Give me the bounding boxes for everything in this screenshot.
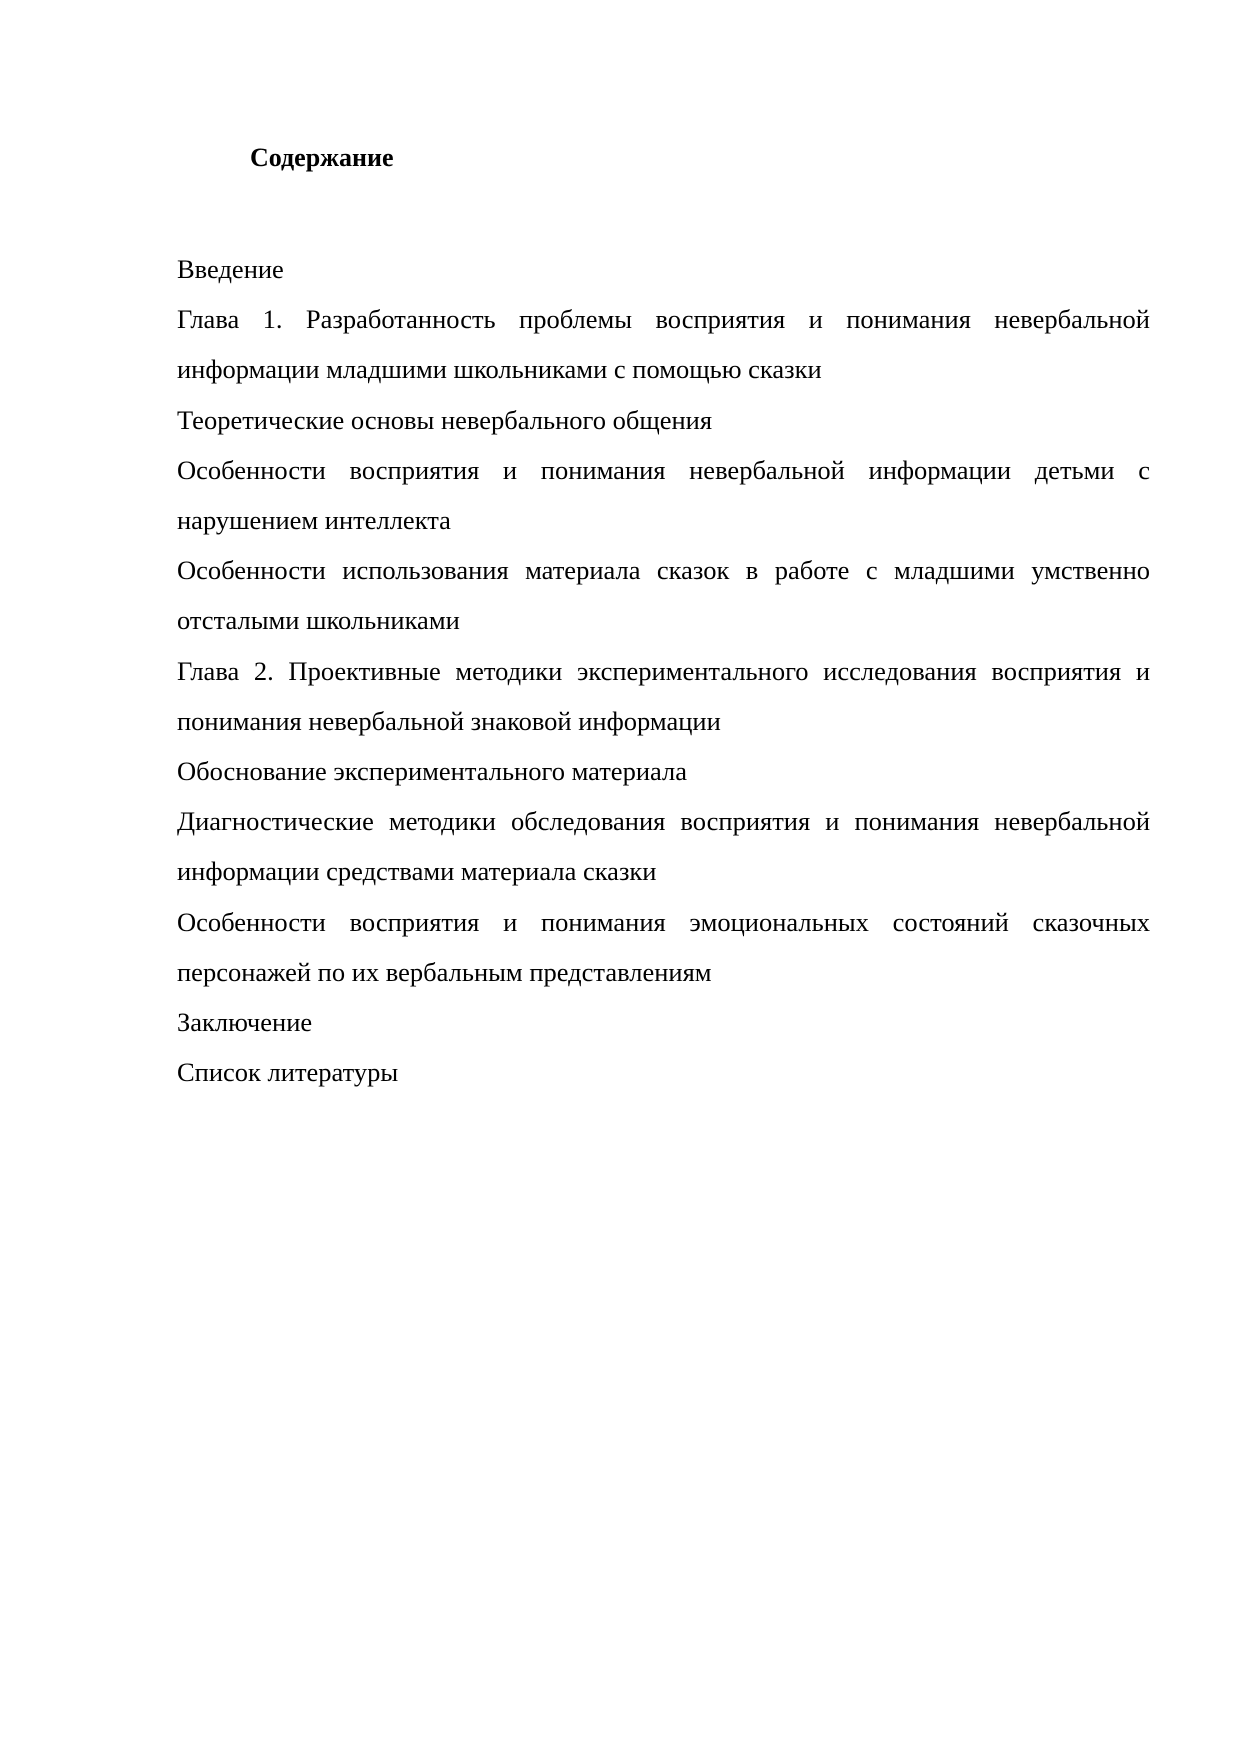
toc-item-references: Список литературы	[177, 1057, 399, 1088]
page-title: Содержание	[250, 143, 394, 172]
table-of-contents	[177, 244, 1150, 1097]
toc-item-section-2-2: Диагностические методики обследования восприятия и понимания невербальной информации средствами материала сказки	[177, 806, 1150, 887]
toc-item-section-1-1: Теоретические основы невербального общения	[177, 404, 713, 435]
toc-item-chapter-1: Глава 1. Разработанность проблемы восприятия и понимания невербальной информации младшими школьниками с помощью сказки	[177, 304, 1150, 385]
toc-item-section-1-3: Особенности использования материала сказок в работе с младшими умственно отсталыми школьниками	[177, 555, 1150, 636]
toc-item-conclusion: Заключение	[177, 1007, 313, 1038]
toc-item-section-1-2: Особенности восприятия и понимания невербальной информации детьми с нарушением интеллекта	[177, 454, 1150, 536]
toc-item-introduction: Введение	[177, 254, 284, 284]
toc-item-chapter-2: Глава 2. Проективные методики экспериментального исследования восприятия и понимания невербальной знаковой информации	[177, 655, 1150, 736]
toc-item-section-2-1: Обоснование экспериментального материала	[177, 756, 687, 787]
toc-item-section-2-3: Особенности восприятия и понимания эмоциональных состояний сказочных персонажей по их вербальным представлениям	[177, 906, 1150, 987]
